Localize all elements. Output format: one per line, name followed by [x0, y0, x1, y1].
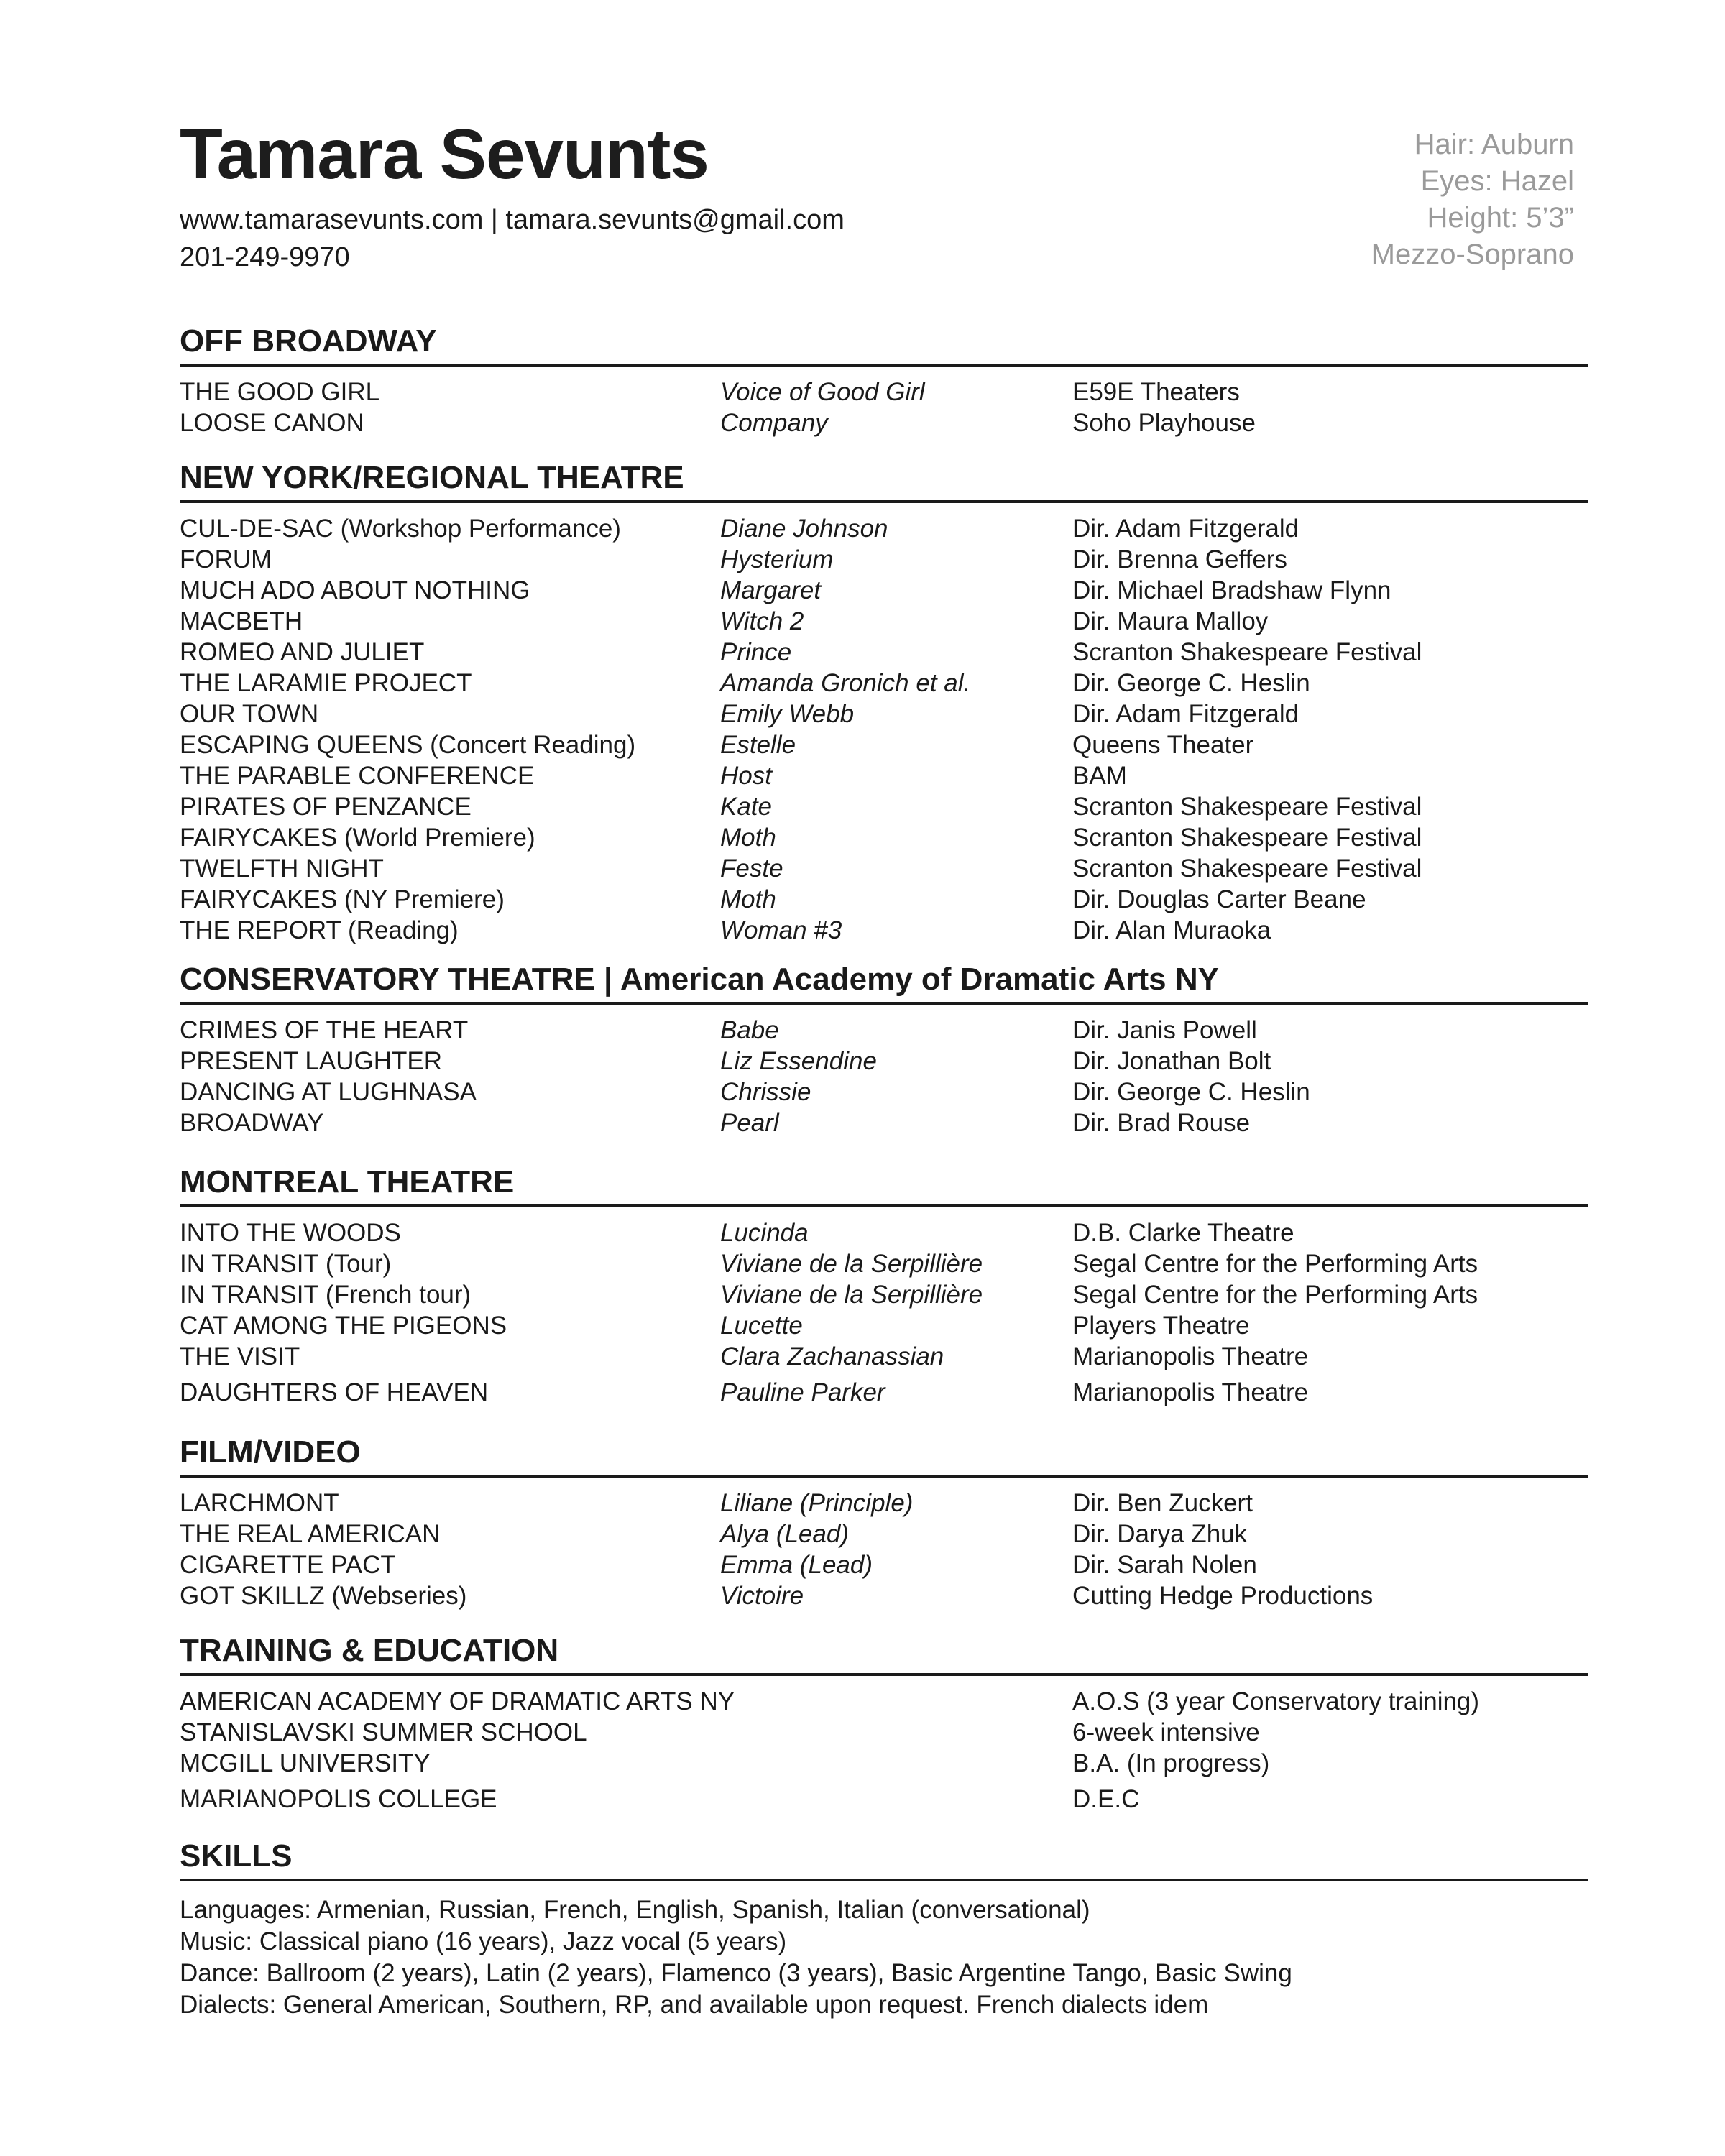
training-list — [180, 1676, 1588, 1815]
role: Voice of Good Girl — [720, 378, 925, 406]
show-title: CAT AMONG THE PIGEONS — [180, 1312, 507, 1340]
show-title: PIRATES OF PENZANCE — [180, 793, 472, 821]
director: Dir. Maura Malloy — [1072, 607, 1269, 635]
show-title: OUR TOWN — [180, 700, 319, 728]
institution: MCGILL UNIVERSITY — [180, 1749, 431, 1777]
credit-row — [180, 853, 1588, 884]
institution: MARIANOPOLIS COLLEGE — [180, 1785, 497, 1813]
credit-row — [180, 1519, 1588, 1549]
show-title: DAUGHTERS OF HEAVEN — [180, 1378, 489, 1406]
director: Dir. Brad Rouse — [1072, 1109, 1251, 1137]
stat-voice-type: Mezzo-Soprano — [1371, 239, 1574, 270]
director: Dir. Douglas Carter Beane — [1072, 885, 1366, 913]
stat-hair: Hair: Auburn — [1414, 129, 1574, 160]
director: Dir. Sarah Nolen — [1072, 1551, 1257, 1579]
credit-row — [180, 791, 1588, 822]
show-title: PRESENT LAUGHTER — [180, 1047, 442, 1075]
role: Pauline Parker — [720, 1378, 886, 1406]
role: Kate — [720, 793, 772, 821]
director: Dir. Ben Zuckert — [1072, 1489, 1253, 1517]
training-row — [180, 1717, 1588, 1748]
role: Viviane de la Serpillière — [720, 1250, 983, 1278]
show-title: DANCING AT LUGHNASA — [180, 1078, 477, 1106]
stat-eyes: Eyes: Hazel — [1420, 165, 1574, 197]
venue: Scranton Shakespeare Festival — [1072, 793, 1422, 821]
credit-row — [180, 822, 1588, 853]
credit-row — [180, 407, 1588, 438]
program: A.O.S (3 year Conservatory training) — [1072, 1687, 1480, 1715]
credit-row — [180, 1107, 1588, 1138]
director: Dir. George C. Heslin — [1072, 1078, 1310, 1106]
show-title: MUCH ADO ABOUT NOTHING — [180, 576, 530, 604]
director: Dir. Brenna Geffers — [1072, 545, 1287, 573]
show-title: THE PARABLE CONFERENCE — [180, 762, 535, 790]
training-row — [180, 1784, 1588, 1815]
show-title: INTO THE WOODS — [180, 1219, 401, 1247]
institution: AMERICAN ACADEMY OF DRAMATIC ARTS NY — [180, 1687, 735, 1715]
venue: Marianopolis Theatre — [1072, 1378, 1309, 1406]
skills-list — [180, 1881, 1588, 2021]
venue: D.B. Clarke Theatre — [1072, 1219, 1294, 1247]
section-title: SKILLS — [180, 1838, 1588, 1881]
credit-row — [180, 1488, 1588, 1519]
section-film-video — [180, 1434, 1588, 1611]
show-title: ESCAPING QUEENS (Concert Reading) — [180, 731, 636, 759]
role: Viviane de la Serpillière — [720, 1281, 983, 1309]
show-title: FAIRYCAKES (NY Premiere) — [180, 885, 505, 913]
venue: Segal Centre for the Performing Arts — [1072, 1250, 1478, 1278]
role: Lucinda — [720, 1219, 809, 1247]
show-title: TWELFTH NIGHT — [180, 854, 384, 883]
institution: STANISLAVSKI SUMMER SCHOOL — [180, 1718, 587, 1746]
show-title: CUL-DE-SAC (Workshop Performance) — [180, 515, 621, 543]
credit-row — [180, 1046, 1588, 1077]
credit-row — [180, 606, 1588, 637]
show-title: IN TRANSIT (Tour) — [180, 1250, 392, 1278]
credit-row — [180, 513, 1588, 544]
director: Dir. Adam Fitzgerald — [1072, 700, 1300, 728]
contact-phone: 201-249-9970 — [180, 242, 350, 272]
role: Prince — [720, 638, 792, 666]
venue: Segal Centre for the Performing Arts — [1072, 1281, 1478, 1309]
show-title: THE GOOD GIRL — [180, 378, 380, 406]
credit-row — [180, 699, 1588, 729]
credit-row — [180, 760, 1588, 791]
credit-row — [180, 915, 1588, 946]
stat-height: Height: 5’3” — [1427, 202, 1574, 234]
contact-web-email: www.tamarasevunts.com | tamara.sevunts@gmail.com — [180, 205, 845, 235]
credit-list — [180, 367, 1588, 438]
role: Feste — [720, 854, 783, 883]
credit-row — [180, 1279, 1588, 1310]
venue: Marianopolis Theatre — [1072, 1342, 1309, 1370]
role: Victoire — [720, 1582, 804, 1610]
credit-row — [180, 377, 1588, 407]
show-title: THE VISIT — [180, 1342, 300, 1370]
credit-row — [180, 1077, 1588, 1107]
director: Dir. George C. Heslin — [1072, 669, 1310, 697]
role: Pearl — [720, 1109, 779, 1137]
director: Dir. Adam Fitzgerald — [1072, 515, 1300, 543]
venue: E59E Theaters — [1072, 378, 1240, 406]
venue: Scranton Shakespeare Festival — [1072, 824, 1422, 852]
section-skills — [180, 1838, 1588, 2021]
training-row — [180, 1686, 1588, 1717]
director: Dir. Janis Powell — [1072, 1016, 1257, 1044]
role: Moth — [720, 885, 776, 913]
credit-list — [180, 1478, 1588, 1611]
role: Babe — [720, 1016, 779, 1044]
training-row — [180, 1748, 1588, 1779]
skill-music: Music: Classical piano (16 years), Jazz vocal (5 years) — [180, 1927, 787, 1955]
show-title: FORUM — [180, 545, 272, 573]
credit-row — [180, 1341, 1588, 1372]
role: Witch 2 — [720, 607, 804, 635]
venue: BAM — [1072, 762, 1127, 790]
film-title: THE REAL AMERICAN — [180, 1520, 441, 1548]
venue: Queens Theater — [1072, 731, 1254, 759]
role: Emily Webb — [720, 700, 855, 728]
section-title: OFF BROADWAY — [180, 323, 1588, 367]
credit-row — [180, 1248, 1588, 1279]
show-title: CRIMES OF THE HEART — [180, 1016, 469, 1044]
skill-dance: Dance: Ballroom (2 years), Latin (2 years), Flamenco (3 years), Basic Argentine Tango, Basic Swing — [180, 1959, 1292, 1987]
director: Dir. Michael Bradshaw Flynn — [1072, 576, 1392, 604]
role: Company — [720, 409, 828, 437]
role: Host — [720, 762, 772, 790]
credit-row — [180, 575, 1588, 606]
section-title: TRAINING & EDUCATION — [180, 1633, 1588, 1676]
role: Estelle — [720, 731, 796, 759]
show-title: IN TRANSIT (French tour) — [180, 1281, 472, 1309]
section-title: FILM/VIDEO — [180, 1434, 1588, 1478]
section-title: NEW YORK/REGIONAL THEATRE — [180, 460, 1588, 503]
credit-row — [180, 637, 1588, 668]
show-title: THE LARAMIE PROJECT — [180, 669, 472, 697]
section-training — [180, 1633, 1588, 1815]
production-company: Cutting Hedge Productions — [1072, 1582, 1374, 1610]
credit-list — [180, 1005, 1588, 1138]
resume-name: Tamara Sevunts — [180, 114, 709, 193]
credit-row — [180, 1015, 1588, 1046]
credit-list — [180, 1207, 1588, 1408]
show-title: FAIRYCAKES (World Premiere) — [180, 824, 535, 852]
section-conservatory — [180, 962, 1588, 1138]
skill-languages: Languages: Armenian, Russian, French, English, Spanish, Italian (conversational) — [180, 1896, 1090, 1924]
role: Diane Johnson — [720, 515, 888, 543]
section-montreal — [180, 1164, 1588, 1408]
venue: Players Theatre — [1072, 1312, 1250, 1340]
director: Dir. Alan Muraoka — [1072, 916, 1271, 944]
role: Lucette — [720, 1312, 803, 1340]
section-title: CONSERVATORY THEATRE | American Academy of Dramatic Arts NY — [180, 962, 1588, 1005]
credit-row — [180, 1580, 1588, 1611]
role: Hysterium — [720, 545, 834, 573]
show-title: LOOSE CANON — [180, 409, 364, 437]
credit-row — [180, 1549, 1588, 1580]
credit-row — [180, 1377, 1588, 1408]
role: Margaret — [720, 576, 822, 604]
role: Liliane (Principle) — [720, 1489, 914, 1517]
role: Liz Essendine — [720, 1047, 877, 1075]
credit-row — [180, 544, 1588, 575]
role: Chrissie — [720, 1078, 811, 1106]
film-title: GOT SKILLZ (Webseries) — [180, 1582, 467, 1610]
section-ny-regional — [180, 460, 1588, 946]
program: B.A. (In progress) — [1072, 1749, 1270, 1777]
role: Moth — [720, 824, 776, 852]
venue: Scranton Shakespeare Festival — [1072, 854, 1422, 883]
section-off-broadway — [180, 323, 1588, 438]
film-title: CIGARETTE PACT — [180, 1551, 396, 1579]
role: Clara Zachanassian — [720, 1342, 944, 1370]
show-title: ROMEO AND JULIET — [180, 638, 425, 666]
contact-block — [180, 201, 845, 276]
role: Amanda Gronich et al. — [720, 669, 971, 697]
credit-row — [180, 884, 1588, 915]
director: Dir. Jonathan Bolt — [1072, 1047, 1271, 1075]
show-title: THE REPORT (Reading) — [180, 916, 459, 944]
credit-list — [180, 503, 1588, 946]
section-title: MONTREAL THEATRE — [180, 1164, 1588, 1207]
program: D.E.C — [1072, 1785, 1140, 1813]
role: Emma (Lead) — [720, 1551, 873, 1579]
role: Alya (Lead) — [720, 1520, 849, 1548]
film-title: LARCHMONT — [180, 1489, 339, 1517]
venue: Scranton Shakespeare Festival — [1072, 638, 1422, 666]
role: Woman #3 — [720, 916, 842, 944]
credit-row — [180, 729, 1588, 760]
skill-dialects: Dialects: General American, Southern, RP, and available upon request. French dialects idem — [180, 1991, 1209, 2019]
program: 6-week intensive — [1072, 1718, 1260, 1746]
show-title: BROADWAY — [180, 1109, 324, 1137]
physical-stats — [1371, 126, 1574, 273]
director: Dir. Darya Zhuk — [1072, 1520, 1248, 1548]
show-title: MACBETH — [180, 607, 303, 635]
credit-row — [180, 1310, 1588, 1341]
credit-row — [180, 668, 1588, 699]
credit-row — [180, 1217, 1588, 1248]
venue: Soho Playhouse — [1072, 409, 1256, 437]
